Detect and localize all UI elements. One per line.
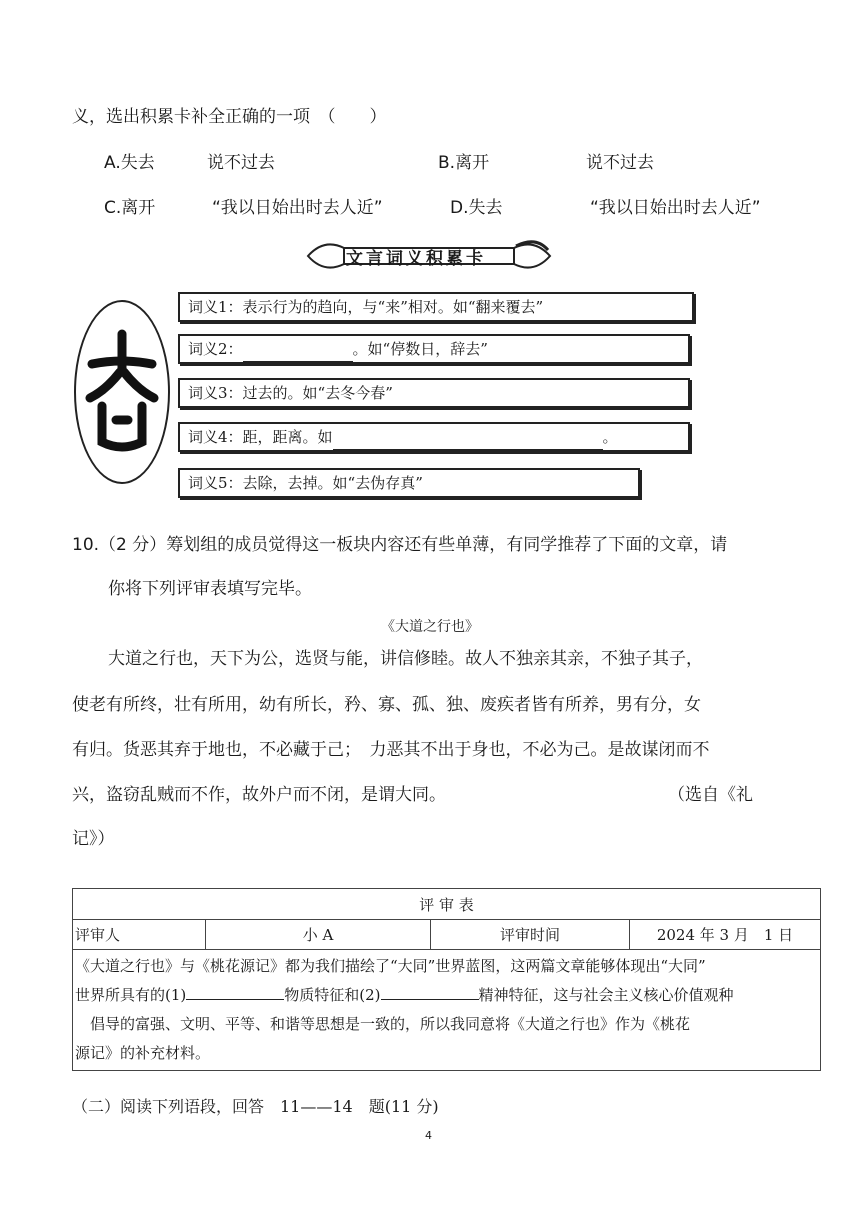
card-item-5 [178, 468, 640, 498]
card-item-2 [178, 334, 690, 364]
q10-stem-line2: 你将下列评审表填写完毕。 [108, 579, 312, 599]
review-comment-line3: 倡导的富强、文明、平等、和谐等思想是一致的，所以我同意将《大道之行也》作为《桃花 [75, 1015, 691, 1033]
option-d-letter: D.失去 [450, 198, 503, 218]
card-item-2-example: 。如“停数日，辞去” [352, 340, 488, 358]
card-item-4-end: 。 [602, 428, 618, 446]
option-a-text: 说不过去 [207, 153, 275, 173]
option-c-text: “我以日始出时去人近” [212, 198, 383, 218]
comment-blank2-label: 物质特征和(2) [284, 986, 381, 1004]
card-item-1-text: 词义1：表示行为的趋向，与“来”相对。如“翻来覆去” [188, 298, 544, 316]
option-b-letter: B.离开 [438, 153, 490, 173]
review-table-title: 评 审 表 [73, 889, 821, 920]
option-d-text: “我以日始出时去人近” [590, 198, 761, 218]
card-item-3-text: 词义3：过去的。如“去冬今春” [188, 384, 393, 402]
passage-source-a: （选自《礼 [668, 785, 753, 805]
review-table [72, 888, 821, 1071]
card-item-1 [178, 292, 694, 322]
option-b-text: 说不过去 [586, 153, 654, 173]
reviewer-value: 小 A [206, 920, 431, 950]
card-item-5-text: 词义5：去除，去掉。如“去伪存真” [188, 474, 423, 492]
card-item-4-label: 词义4：距，距离。如 [188, 428, 333, 446]
q10-stem-line1: 10.（2 分）筹划组的成员觉得这一板块内容还有些单薄，有同学推荐了下面的文章，请 [72, 535, 728, 555]
card-item-3 [178, 378, 690, 408]
card-item-4 [178, 422, 690, 452]
banner-title: 文言词义积累卡 [346, 249, 486, 269]
answer-blank-1[interactable] [186, 985, 284, 1000]
card-item-4-blank[interactable] [333, 433, 603, 450]
option-a-letter: A.失去 [104, 153, 155, 173]
option-c-letter: C.离开 [104, 198, 156, 218]
review-time-value: 2024 年 3 月 1 日 [630, 920, 821, 950]
passage-title: 《大道之行也》 [381, 619, 479, 635]
q9-stem: 义，选出积累卡补全正确的一项 （ ） [72, 107, 387, 127]
passage-line-4: 兴，盗窃乱贼而不作，故外户而不闭，是谓大同。 [72, 785, 446, 805]
card-item-2-label: 词义2： [188, 340, 243, 358]
passage-source-b: 记》） [72, 829, 115, 849]
answer-blank-2[interactable] [381, 985, 479, 1000]
word-card-figure [74, 236, 702, 506]
review-comment-line1: 《大道之行也》与《桃花源记》都为我们描绘了“大同”世界蓝图，这两篇文章能够体现出“大同” [75, 957, 706, 975]
review-comment-cell [73, 950, 821, 1071]
passage-line-3: 有归。货恶其弃于地也，不必藏于己； 力恶其不出于身也，不必为己。是故谋闭而不 [72, 740, 710, 760]
seal-character-image [74, 300, 170, 484]
passage-line-2: 使老有所终，壮有所用，幼有所长，矜、寡、孤、独、废疾者皆有所养，男有分，女 [72, 695, 701, 715]
section-2-heading: （二）阅读下列语段，回答 11——14 题(11 分) [72, 1097, 439, 1116]
page-number: 4 [425, 1129, 432, 1142]
review-comment-line2 [75, 981, 818, 1010]
card-item-2-blank[interactable] [243, 345, 353, 362]
review-comment-line4: 源记》的补充材料。 [75, 1044, 211, 1062]
passage-line-1: 大道之行也，天下为公，选贤与能，讲信修睦。故人不独亲其亲，不独子其子， [108, 649, 703, 669]
comment-line2-end: 精神特征，这与社会主义核心价值观种 [478, 986, 734, 1004]
comment-blank1-label: 世界所具有的(1) [75, 986, 187, 1004]
reviewer-label: 评审人 [73, 920, 206, 950]
review-time-label: 评审时间 [431, 920, 630, 950]
